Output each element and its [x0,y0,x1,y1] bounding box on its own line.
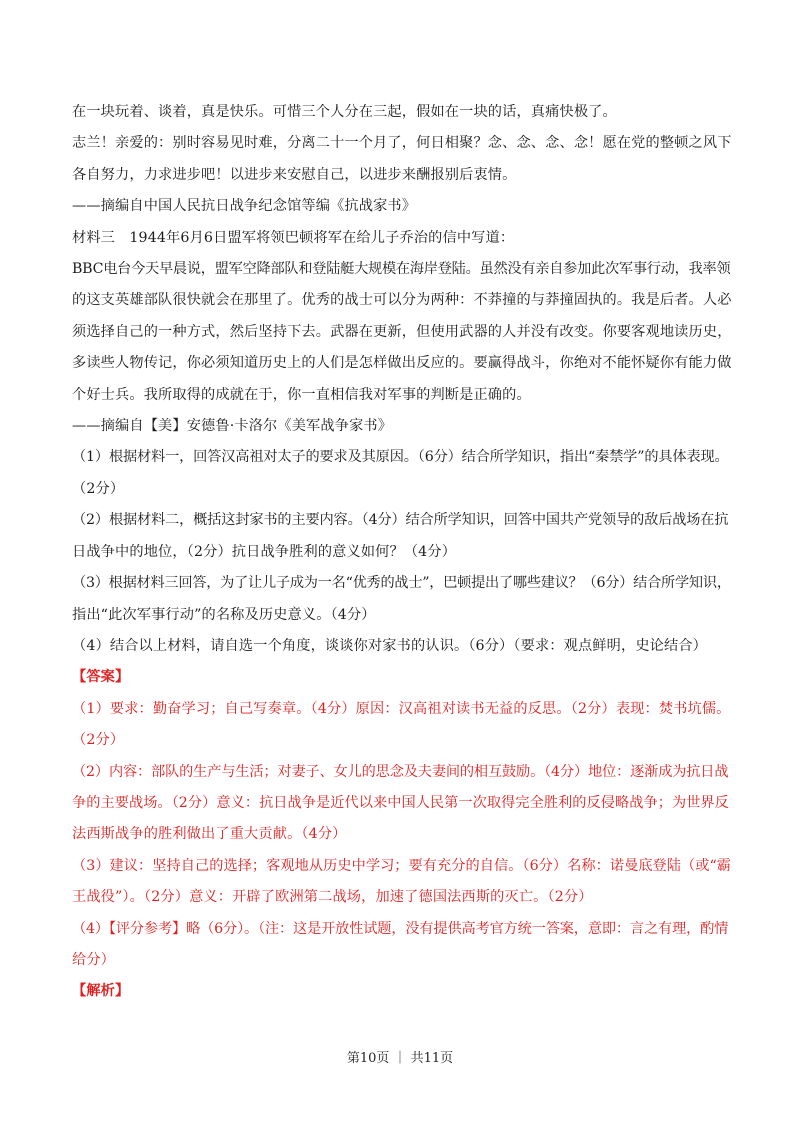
answer-line: （2）内容：部队的生产与生活；对妻子、女儿的思念及夫妻间的相互鼓励。（4分）地位：逐渐成为抗日战 [72,763,729,780]
answer-line: 争的主要战场。（2分）意义：抗日战争是近代以来中国人民第一次取得完全胜利的反侵略战争；为世界反 [72,794,729,811]
text-line: BBC电台今天早晨说，盟军空降部队和登陆艇大规模在海岸登陆。虽然没有亲自参加此次军事行动，我率领 [72,261,731,278]
answer-line: （3）建议：坚持自己的选择；客观地从历史中学习；要有充分的自信。（6分）名称：诺曼底登陆（或“霸 [72,857,732,874]
text-line: 的这支英雄部队很快就会在那里了。优秀的战士可以分为两种：不莽撞的与莽撞固执的。我是后者。人必 [72,292,732,309]
question-line: 日战争中的地位，（2分）抗日战争胜利的意义如何？（4分） [72,543,457,560]
question-line: （4）结合以上材料，请自选一个角度，谈谈你对家书的认识。（6分）（要求：观点鲜明，史论结合） [72,637,708,654]
page-number-footer: 第10页 ｜ 共11页 [346,1051,454,1066]
text-line: 个好士兵。我所取得的成就在于，你一直相信我对军事的判断是正确的。 [72,386,531,403]
text-line: 在一块玩着、谈着，真是快乐。可惜三个人分在三起，假如在一块的话，真痛快极了。 [72,104,617,120]
text-line: 志兰！亲爱的：别时容易见时难，分离二十一个月了，何日相聚？念、念、念、念！愿在党的整顿之风下 [72,135,732,152]
answer-line: 王战役”）。（2分）意义：开辟了欧洲第二战场，加速了德国法西斯的灭亡。（2分） [72,889,593,906]
text-line: 须选择自己的一种方式，然后坚持下去。武器在更新，但使用武器的人并没有改变。你要客观地读历史， [72,323,732,340]
text-line: 各自努力，力求进步吧！以进步来安慰自己，以进步来酬报别后衷情。 [72,166,517,183]
question-line: （1）根据材料一，回答汉高祖对太子的要求及其原因。（6分）结合所学知识，指出“秦禁学”的具体表现。 [72,449,729,466]
analysis-heading: 【解析】 [72,983,130,1000]
text-line: 多读些人物传记，你必须知道历史上的人们是怎样做出反应的。要赢得战斗，你绝对不能怀疑你有能力做 [72,355,732,372]
source-citation: ——摘编自【美】安德鲁·卡洛尔《美军战争家书》 [72,418,393,435]
answer-line: 给分） [72,951,116,968]
answer-line: 法西斯战争的胜利做出了重大贡献。（4分） [72,826,347,843]
answer-heading: 【答案】 [72,669,130,686]
answer-line: （4）【评分参考】略（6分）。（注：这是开放性试题，没有提供高考官方统一答案，意即：言之有理，酌情 [72,920,729,937]
source-citation: ——摘编自中国人民抗日战争纪念馆等编《抗战家书》 [72,198,417,215]
answer-line: （1）要求：勤奋学习；自己写奏章。（4分）原因：汉高祖对读书无益的反思。（2分）表现：焚书坑儒。 [72,700,731,717]
answer-line: （2分） [72,732,125,749]
question-line: 指出“此次军事行动”的名称及历史意义。（4分） [72,606,376,623]
question-line: （2分） [72,480,125,497]
question-line: （2）根据材料二，概括这封家书的主要内容。（4分）结合所学知识，回答中国共产党领导的敌后战场在抗 [72,512,729,529]
material-three-heading: 材料三 1944年6月6日盟军将领巴顿将军在给儿子乔治的信中写道： [72,229,515,246]
question-line: （3）根据材料三回答，为了让儿子成为一名“优秀的战士”，巴顿提出了哪些建议？（6分）结合所学知识， [72,575,731,592]
document-body [72,97,732,1008]
